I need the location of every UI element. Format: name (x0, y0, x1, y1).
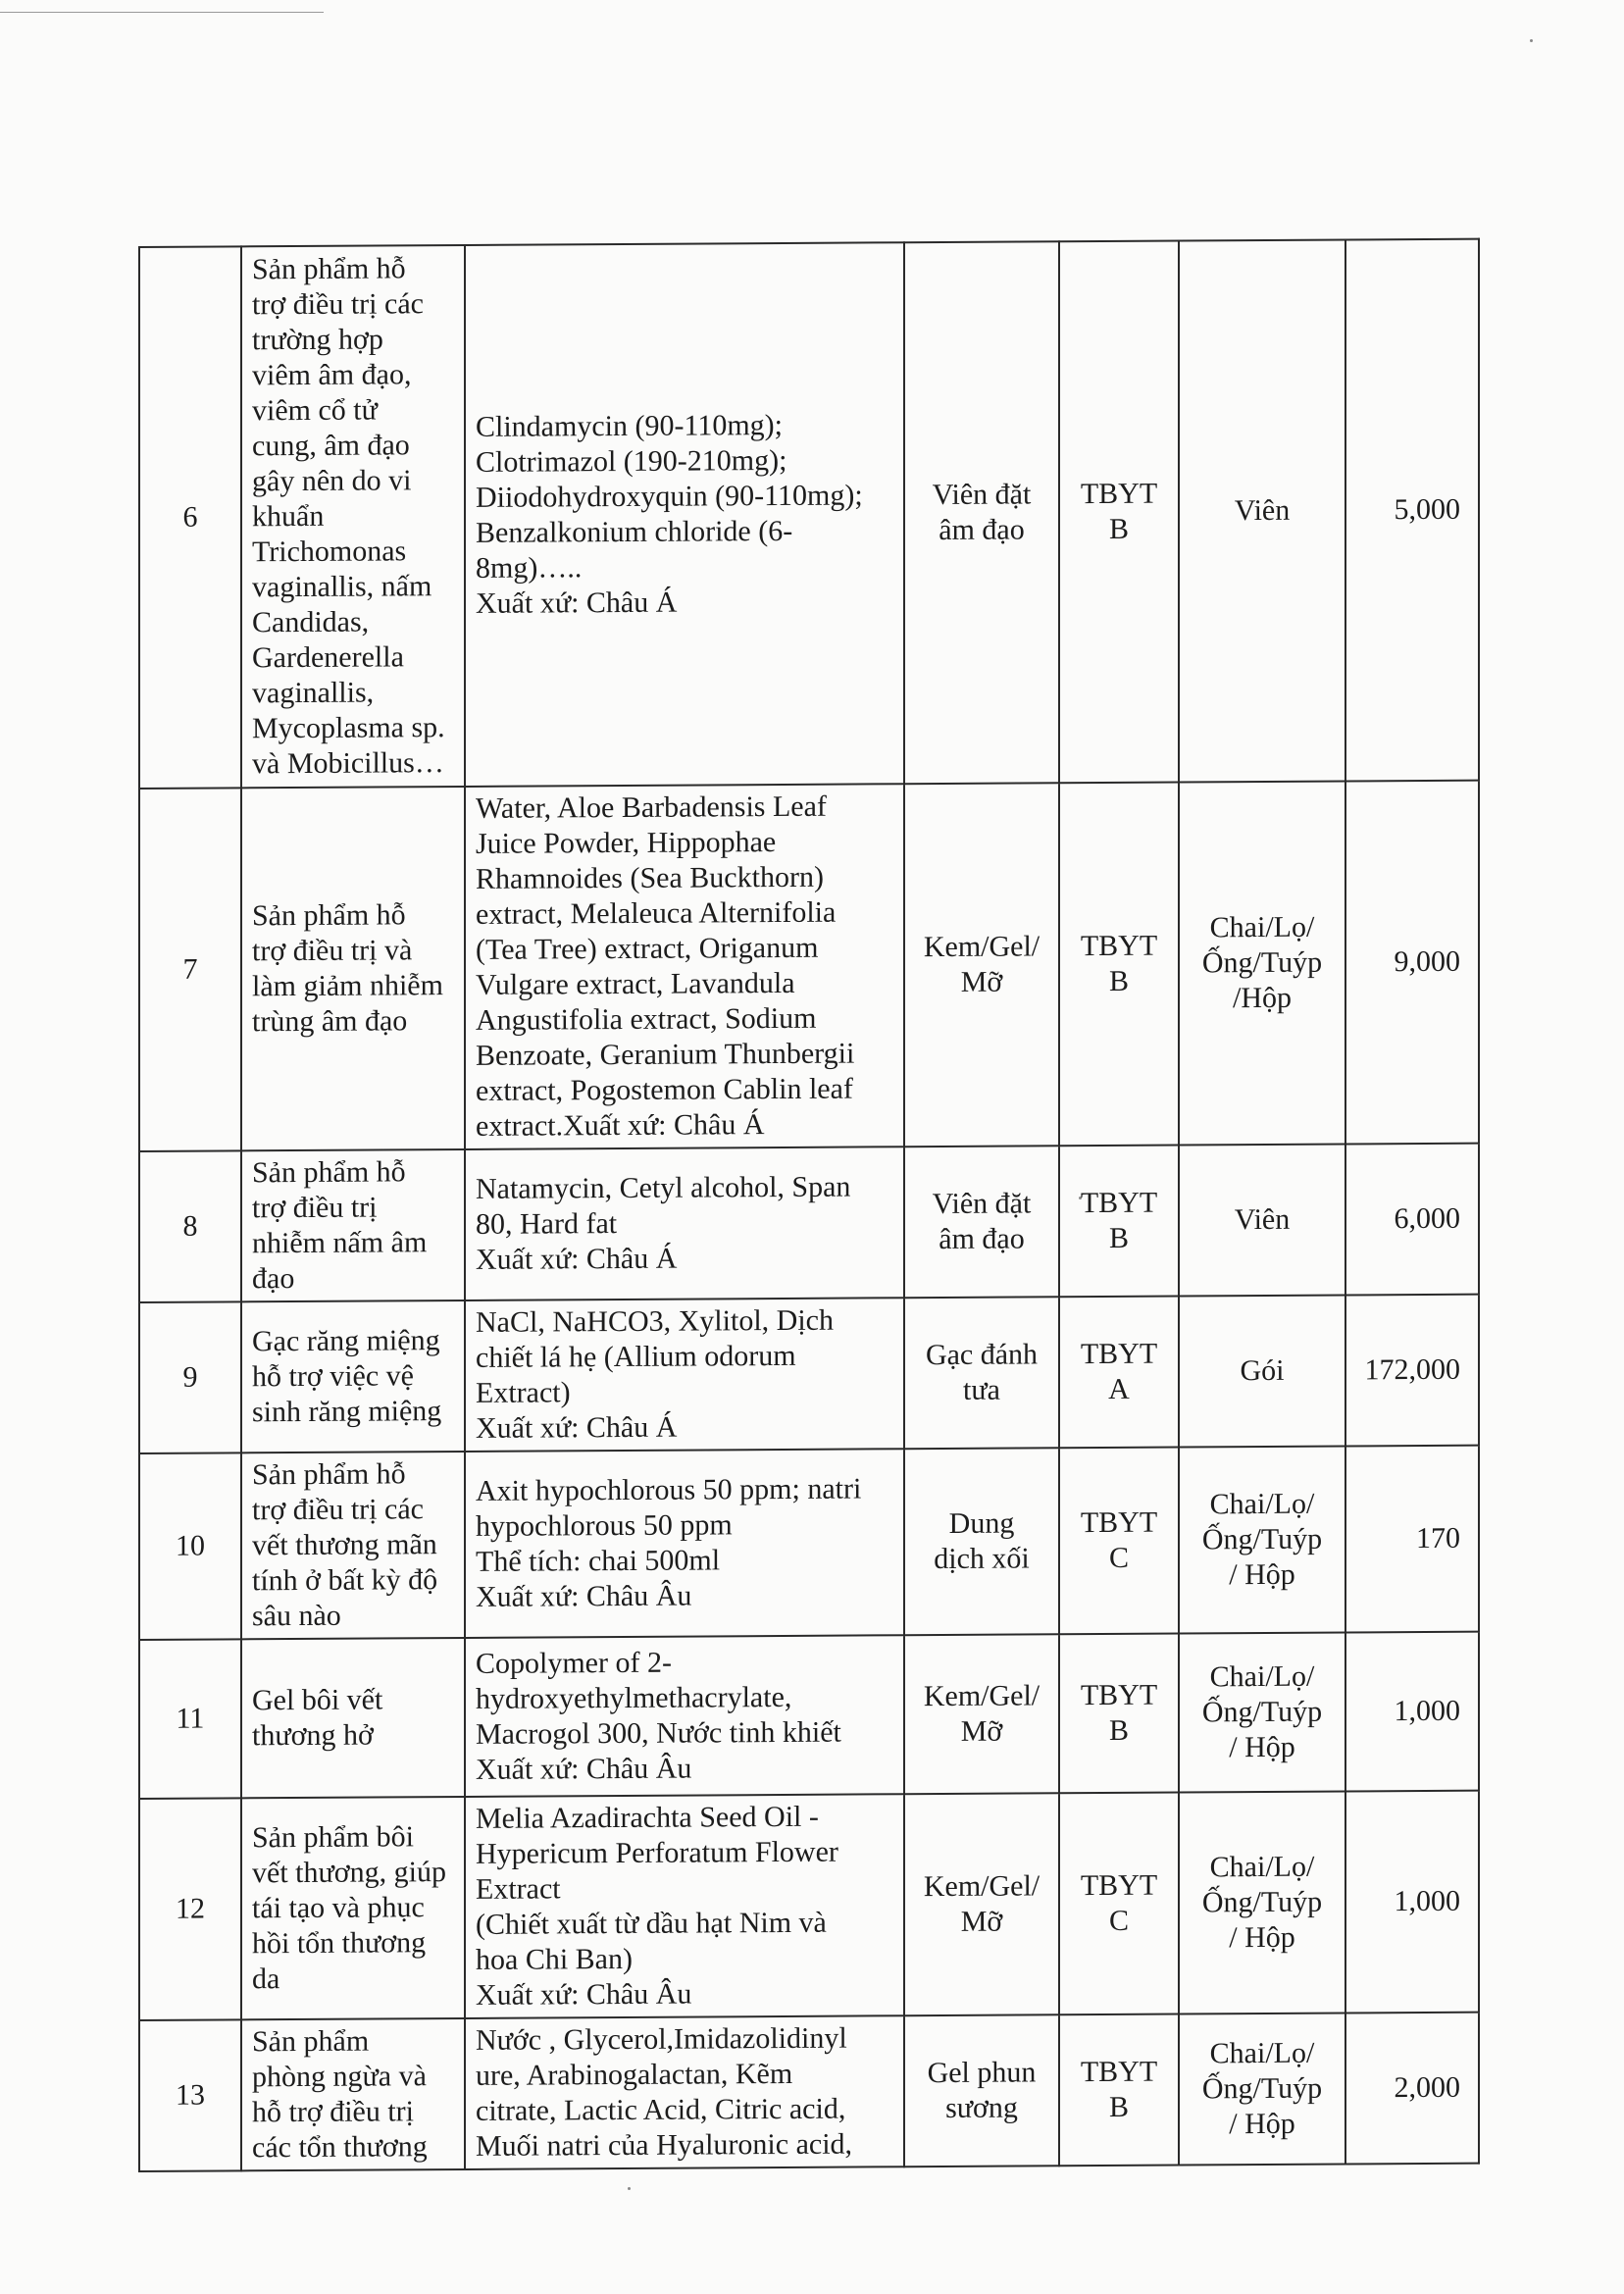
unit: Chai/Lọ/ Ống/Tuýp / Hộp (1179, 1632, 1345, 1792)
device-class: TBYT B (1059, 2014, 1179, 2167)
product-composition: NaCl, NaHCO3, Xylitol, Dịch chiết lá hẹ (Allium odorum Extract) Xuất xứ: Châu Á (465, 1298, 904, 1452)
unit: Viên (1179, 1144, 1345, 1296)
device-class: TBYT C (1059, 1448, 1179, 1635)
table-row (139, 781, 1479, 1151)
quantity: 6,000 (1345, 1144, 1479, 1296)
quantity: 1,000 (1345, 1791, 1479, 2014)
product-form: Viên đặt âm đạo (904, 241, 1059, 784)
row-number: 6 (139, 246, 241, 789)
device-class: TBYT B (1059, 1146, 1179, 1298)
row-number: 9 (139, 1301, 241, 1453)
product-composition: Natamycin, Cetyl alcohol, Span 80, Hard fat Xuất xứ: Châu Á (465, 1147, 904, 1300)
device-class: TBYT A (1059, 1297, 1179, 1449)
unit: Viên (1179, 239, 1345, 782)
device-class: TBYT B (1059, 783, 1179, 1147)
product-form: Kem/Gel/ Mỡ (904, 1634, 1059, 1794)
unit: Chai/Lọ/ Ống/Tuýp / Hộp (1179, 2013, 1345, 2165)
unit: Chai/Lọ/ Ống/Tuýp / Hộp (1179, 1791, 1345, 2014)
product-form: Gạc đánh tưa (904, 1297, 1059, 1449)
product-form: Kem/Gel/ Mỡ (904, 1793, 1059, 2015)
product-table (138, 238, 1480, 2172)
table-body (139, 239, 1479, 2171)
unit: Chai/Lọ/ Ống/Tuýp / Hộp (1179, 1446, 1345, 1633)
row-number: 13 (139, 2019, 241, 2171)
scan-speck (628, 2187, 631, 2190)
product-form: Dung dịch xối (904, 1448, 1059, 1635)
table-row (139, 1632, 1479, 1799)
product-name: Sản phẩm hỗ trợ điều trị các trường hợp viêm âm đạo, viêm cổ tử cung, âm đạo gây nên do vi khuẩn Trichomonas vaginallis, nấm Candidas, Gardenerella vaginallis, Mycoplasma sp. và Mobicillus… (241, 245, 465, 788)
row-number: 12 (139, 1798, 241, 2020)
device-class: TBYT C (1059, 1793, 1179, 2015)
quantity: 172,000 (1345, 1295, 1479, 1447)
row-number: 11 (139, 1639, 241, 1799)
scan-speck (1530, 39, 1533, 42)
product-name: Sản phẩm phòng ngừa và hỗ trợ điều trị các tổn thương (241, 2018, 465, 2170)
product-name: Sản phẩm hỗ trợ điều trị và làm giảm nhiễm trùng âm đạo (241, 787, 465, 1150)
row-number: 10 (139, 1453, 241, 1640)
quantity: 170 (1345, 1446, 1479, 1633)
scan-edge-line (0, 12, 324, 13)
table-row (139, 1295, 1479, 1453)
product-name: Gạc răng miệng hỗ trợ việc vệ sinh răng miệng (241, 1300, 465, 1453)
product-composition: Clindamycin (90-110mg); Clotrimazol (190-210mg); Diiodohydroxyquin (90-110mg); Benzalkonium chloride (6- 8mg)….. Xuất xứ: Châu Á (465, 242, 904, 787)
product-form: Kem/Gel/ Mỡ (904, 783, 1059, 1147)
product-composition: Water, Aloe Barbadensis Leaf Juice Powder, Hippophae Rhamnoides (Sea Buckthorn) extract, Melaleuca Alternifolia (Tea Tree) extract, Origanum Vulgare extract, Lavandula Angustifolia extract, Sodium Benzoate, Geranium Thunbergii extract, Pogostemon Cablin leaf extract.Xuất xứ: Châu Á (465, 784, 904, 1149)
row-number: 7 (139, 788, 241, 1151)
quantity: 5,000 (1345, 239, 1479, 782)
quantity: 2,000 (1345, 2013, 1479, 2165)
table-row (139, 1446, 1479, 1640)
quantity: 1,000 (1345, 1632, 1479, 1792)
product-composition: Melia Azadirachta Seed Oil - Hypericum Perforatum Flower Extract (Chiết xuất từ dầu hạt Nim và hoa Chi Ban) Xuất xứ: Châu Âu (465, 1794, 904, 2018)
product-form: Viên đặt âm đạo (904, 1146, 1059, 1298)
device-class: TBYT B (1059, 241, 1179, 784)
table-row (139, 2013, 1479, 2171)
unit: Gói (1179, 1295, 1345, 1447)
product-name: Sản phẩm hỗ trợ điều trị nhiễm nấm âm đạo (241, 1149, 465, 1301)
row-number: 8 (139, 1150, 241, 1302)
product-composition: Nước , Glycerol,Imidazolidinyl ure, Arabinogalactan, Kẽm citrate, Lactic Acid, Citric acid, Muối natri của Hyaluronic acid, (465, 2015, 904, 2169)
table-row (139, 1791, 1479, 2020)
product-name: Sản phẩm bôi vết thương, giúp tái tạo và phục hồi tổn thương da (241, 1797, 465, 2019)
device-class: TBYT B (1059, 1634, 1179, 1794)
table-row (139, 1144, 1479, 1302)
table-row (139, 239, 1479, 789)
product-composition: Axit hypochlorous 50 ppm; natri hypochlorous 50 ppm Thể tích: chai 500ml Xuất xứ: Châu Âu (465, 1449, 904, 1638)
unit: Chai/Lọ/ Ống/Tuýp /Hộp (1179, 781, 1345, 1145)
product-name: Sản phẩm hỗ trợ điều trị các vết thương mãn tính ở bất kỳ độ sâu nào (241, 1452, 465, 1639)
product-name: Gel bôi vết thương hở (241, 1638, 465, 1798)
quantity: 9,000 (1345, 781, 1479, 1145)
product-composition: Copolymer of 2- hydroxyethylmethacrylate, Macrogol 300, Nước tinh khiết Xuất xứ: Châu Âu (465, 1635, 904, 1797)
product-form: Gel phun sương (904, 2014, 1059, 2167)
